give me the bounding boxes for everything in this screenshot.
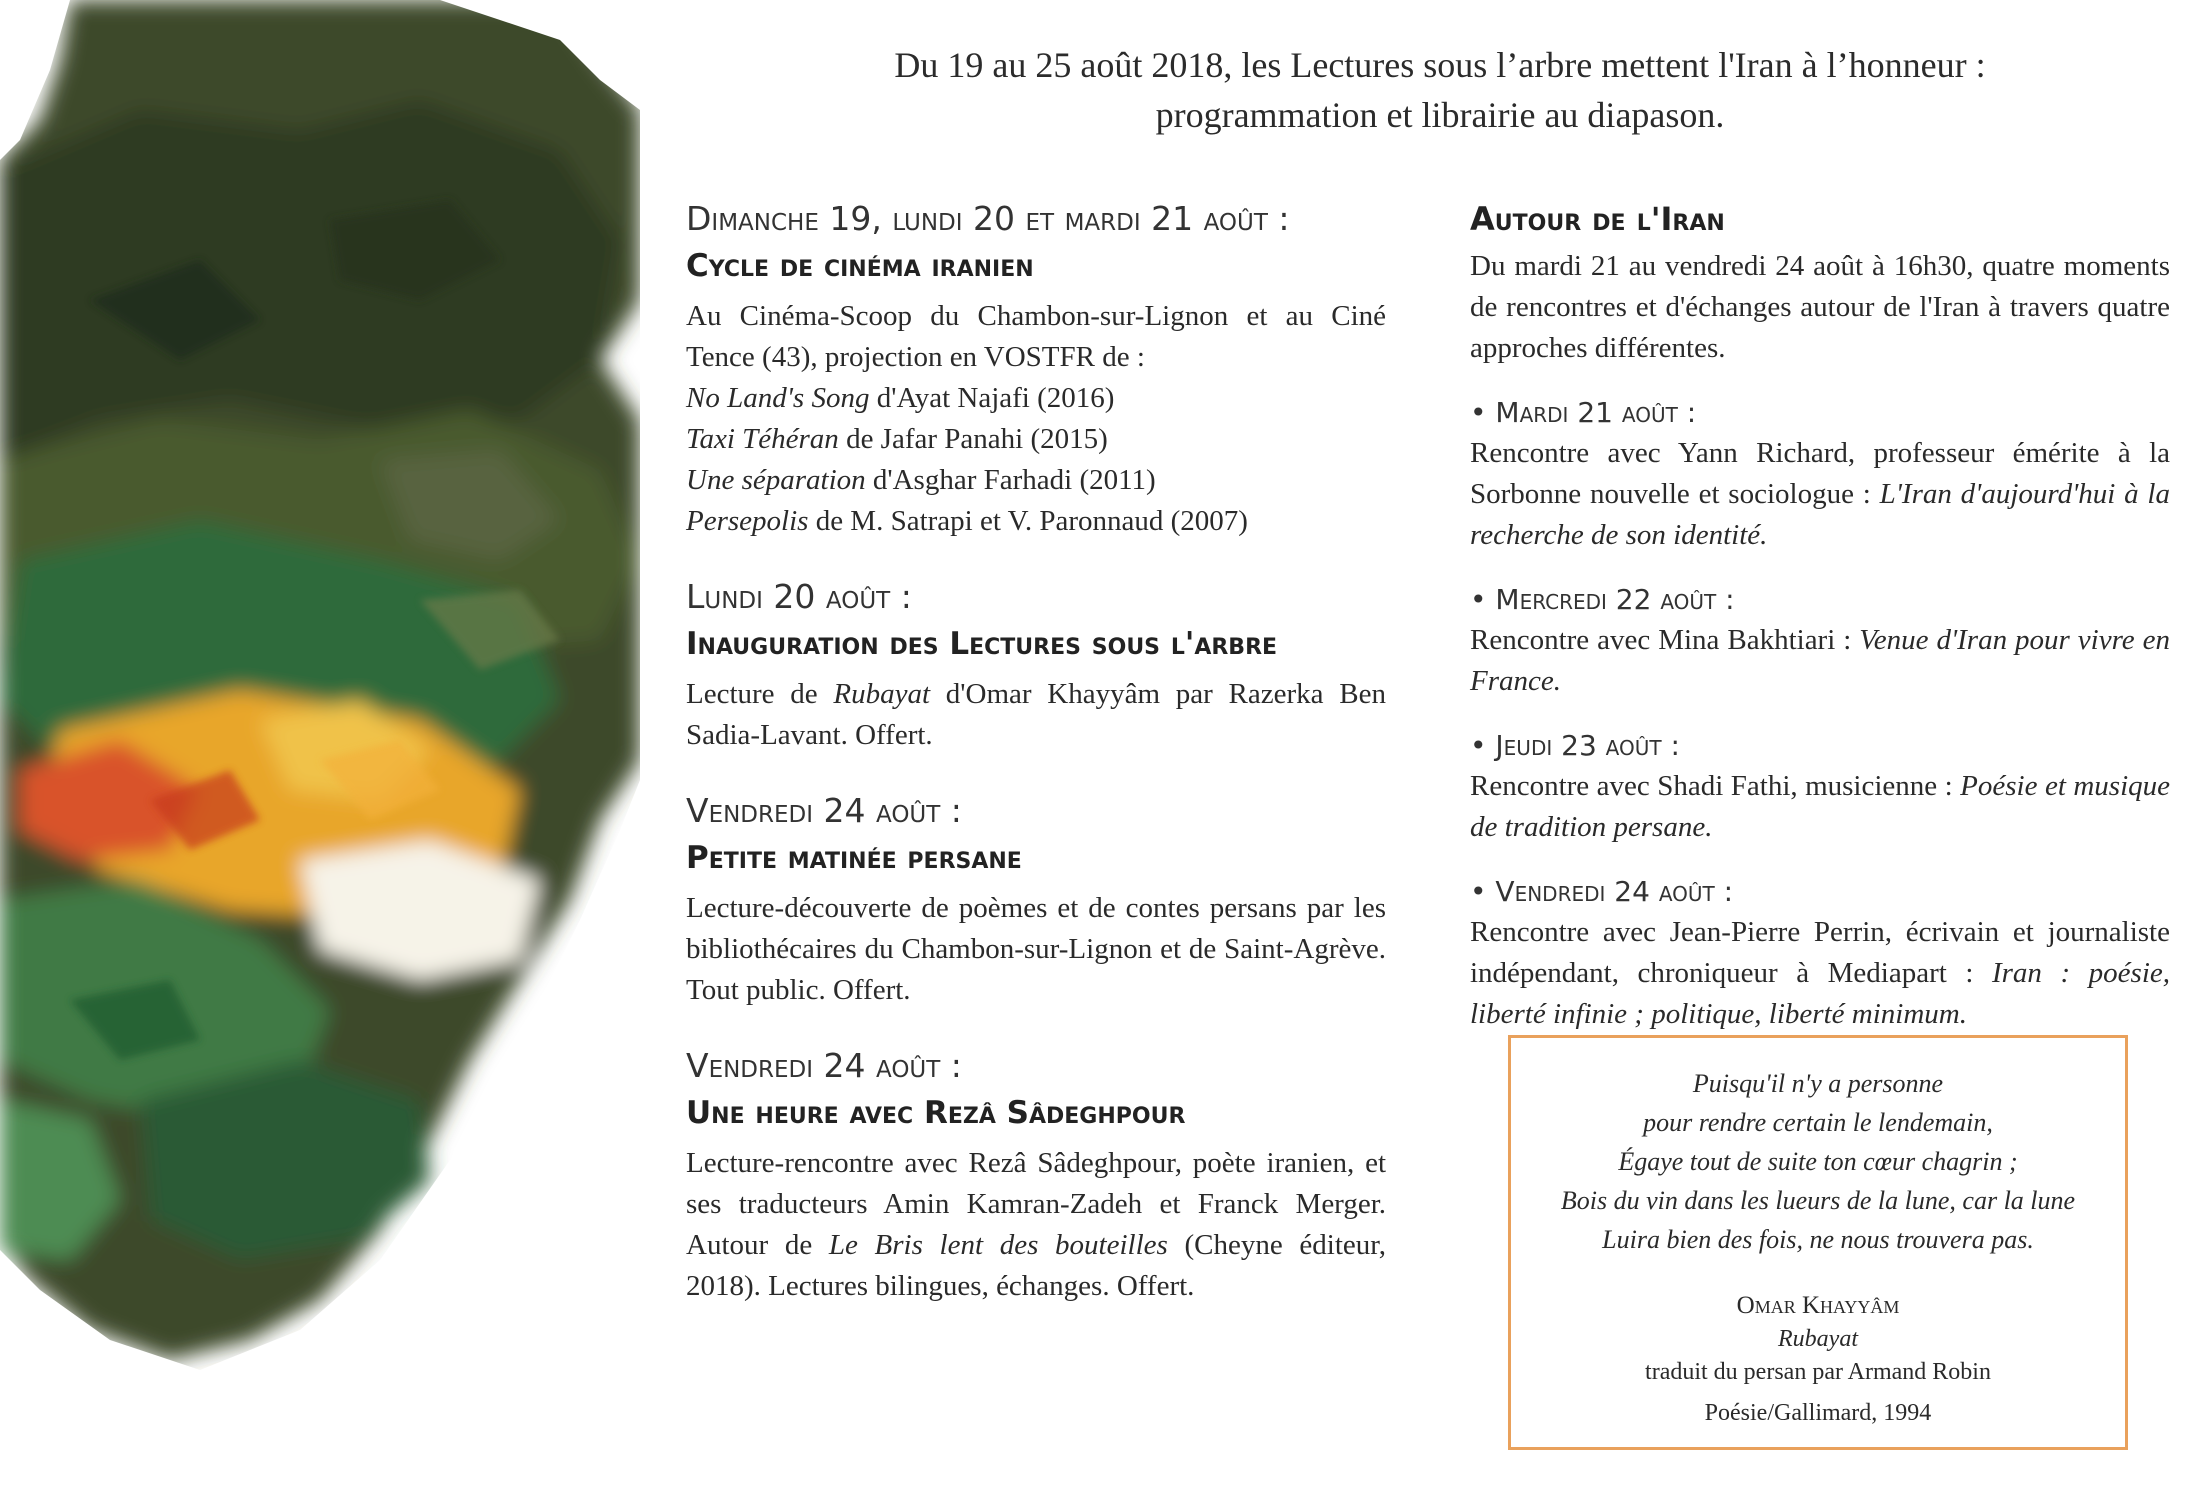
poem-line: Égaye tout de suite ton cœur chagrin ; xyxy=(1618,1147,2018,1176)
film-item xyxy=(686,419,1386,460)
film-item xyxy=(686,460,1386,501)
film-list xyxy=(686,378,1386,542)
poem-line: Bois du vin dans les lueurs de la lune, car la lune xyxy=(1560,1186,2076,1215)
poem-author: Omar Khayyâm xyxy=(1736,1292,1900,1319)
program-left-column xyxy=(686,196,1386,1339)
inauguration-date: Lundi 20 août : xyxy=(686,577,912,616)
meeting-date: • Jeudi 23 août : xyxy=(1470,729,1680,762)
meeting-item xyxy=(1470,872,2170,1035)
sadeghpour-section xyxy=(686,1043,1386,1307)
poem-quote-box xyxy=(1508,1035,2128,1450)
film-credit: de M. Satrapi et V. Paronnaud (2007) xyxy=(808,505,1248,537)
poem-line: Luira bien des fois, ne nous trouvera pas. xyxy=(1602,1225,2034,1254)
meeting-description: Rencontre avec Shadi Fathi, musicienne : xyxy=(1470,770,1961,802)
meeting-date: • Vendredi 24 août : xyxy=(1470,875,1734,908)
film-credit: de Jafar Panahi (2015) xyxy=(838,423,1108,455)
inauguration-title: Inauguration des Lectures sous l'arbre xyxy=(686,626,1278,662)
iran-section-intro: Du mardi 21 au vendredi 24 août à 16h30, quatre moments de rencontres et d'échanges autour de l'Iran à travers quatre approches différentes. xyxy=(1470,250,2170,364)
meeting-text xyxy=(1470,433,2170,556)
meeting-item xyxy=(1470,393,2170,556)
matinee-date: Vendredi 24 août : xyxy=(686,791,962,830)
meeting-date: • Mardi 21 août : xyxy=(1470,396,1697,429)
cinema-title: Cycle de cinéma iranien xyxy=(686,248,1034,284)
inauguration-body-work: Rubayat xyxy=(833,678,931,710)
poem-line: pour rendre certain le lendemain, xyxy=(1643,1108,1993,1137)
poem-book: Rubayat xyxy=(1778,1326,1858,1352)
sadeghpour-body-text: Lecture-rencontre avec Rezâ Sâdeghpour, poète iranien, et ses traducteurs Amin Kamran-Zadeh et Franck Merger. Autour de xyxy=(686,1147,1386,1261)
sadeghpour-title: Une heure avec Rezâ Sâdeghpour xyxy=(686,1095,1186,1131)
meeting-description: Rencontre avec Yann Richard, professeur émérite à la Sorbonne nouvelle et sociologue : xyxy=(1470,437,2170,510)
film-credit: d'Ayat Najafi (2016) xyxy=(869,382,1115,414)
meeting-description: Rencontre avec Jean-Pierre Perrin, écrivain et journaliste indépendant, chroniqueur à Mediapart : xyxy=(1470,916,2170,989)
watercolor-painting xyxy=(0,0,640,1489)
film-title: Une séparation xyxy=(686,464,866,496)
program-right-column xyxy=(1470,196,2170,1059)
meeting-item xyxy=(1470,726,2170,848)
meeting-topic: L'Iran d'aujourd'hui à la recherche de son identité. xyxy=(1470,478,2170,551)
iran-section-title: Autour de l'Iran xyxy=(1470,200,1725,238)
meeting-topic: Iran : poésie, liberté infinie ; politique, liberté minimum. xyxy=(1470,957,2170,1030)
intro-line-2: programmation et librairie au diapason. xyxy=(1155,95,1725,135)
matinee-section xyxy=(686,788,1386,1011)
meeting-item xyxy=(1470,580,2170,702)
matinee-title: Petite matinée persane xyxy=(686,840,1022,876)
inauguration-body-text-end: d'Omar Khayyâm par Razerka Ben Sadia-Lavant. Offert. xyxy=(686,678,1386,751)
film-title: Persepolis xyxy=(686,505,809,537)
cinema-date: Dimanche 19, lundi 20 et mardi 21 août : xyxy=(686,199,1290,238)
poem-publisher: Poésie/Gallimard, 1994 xyxy=(1704,1400,1932,1426)
sadeghpour-body xyxy=(686,1143,1386,1307)
sadeghpour-date: Vendredi 24 août : xyxy=(686,1046,962,1085)
cinema-body: Au Cinéma-Scoop du Chambon-sur-Lignon et au Ciné Tence (43), projection en VOSTFR de : xyxy=(686,300,1386,373)
film-credit: d'Asghar Farhadi (2011) xyxy=(865,464,1156,496)
poem xyxy=(1511,1064,2125,1259)
intro-line-1: Du 19 au 25 août 2018, les Lectures sous l’arbre mettent l'Iran à l’honneur : xyxy=(894,45,1986,85)
sadeghpour-body-work: Le Bris lent des bouteilles xyxy=(828,1229,1168,1261)
cinema-section xyxy=(686,196,1386,542)
poem-line: Puisqu'il n'y a personne xyxy=(1692,1069,1944,1098)
intro xyxy=(700,40,2180,140)
film-item xyxy=(686,501,1386,542)
meeting-text xyxy=(1470,620,2170,702)
matinee-body: Lecture-découverte de poèmes et de contes persans par les bibliothécaires du Chambon-sur-Lignon et de Saint-Agrève. Tout public. Offert. xyxy=(686,892,1386,1006)
inauguration-body-text: Lecture de xyxy=(686,678,834,710)
inauguration-body xyxy=(686,674,1386,756)
meeting-text xyxy=(1470,912,2170,1035)
inauguration-section xyxy=(686,574,1386,756)
poem-translation-credit: traduit du persan par Armand Robin xyxy=(1645,1359,1991,1385)
film-title: No Land's Song xyxy=(686,382,870,414)
sadeghpour-body-text-end: (Cheyne éditeur, 2018). Lectures bilingues, échanges. Offert. xyxy=(686,1229,1386,1302)
meeting-date: • Mercredi 22 août : xyxy=(1470,583,1735,616)
meeting-topic: Poésie et musique de tradition persane. xyxy=(1470,770,2170,843)
meeting-text xyxy=(1470,766,2170,848)
film-item xyxy=(686,378,1386,419)
meeting-topic: Venue d'Iran pour vivre en France. xyxy=(1470,624,2170,697)
film-title: Taxi Téhéran xyxy=(686,423,839,455)
meeting-description: Rencontre avec Mina Bakhtiari : xyxy=(1470,624,1860,656)
